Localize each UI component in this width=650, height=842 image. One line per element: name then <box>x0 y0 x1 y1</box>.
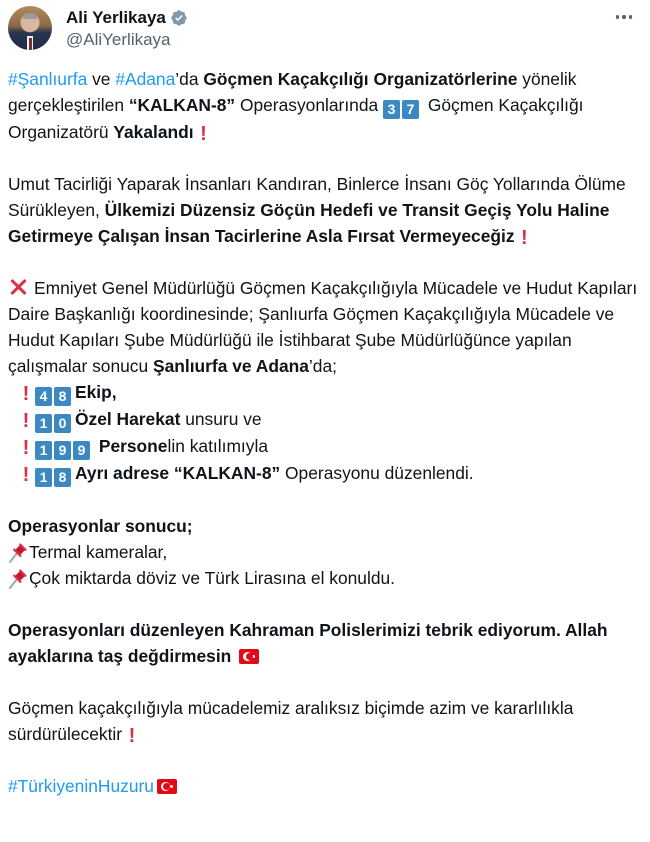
turkey-flag-icon <box>239 649 259 664</box>
bold-text: “KALKAN-8” <box>128 95 236 115</box>
text: yönelik gerçekleştirilen <box>8 69 577 115</box>
keycap-7-icon: 7 <box>402 100 419 119</box>
spacer <box>8 747 644 773</box>
verified-badge-icon <box>170 9 188 27</box>
list-item <box>8 565 644 591</box>
keycap-9-icon: 9 <box>54 441 71 460</box>
avatar-hair <box>23 13 37 19</box>
bold-text: Persone <box>98 436 168 456</box>
bold-text: Ülkemizi Düzensiz Göçün Hedefi ve Transit Geçiş Yolu Haline Getirmeye Çalışan İnsan Tacirlerine Asla Fırsat Vermeyeceğiz <box>8 200 610 246</box>
tweet-text <box>8 66 644 799</box>
text: Operasyonu düzenlendi. <box>280 463 474 483</box>
paragraph-6 <box>8 695 644 747</box>
keycap-9-icon: 9 <box>73 441 90 460</box>
keycap-1-icon: 1 <box>35 468 52 487</box>
text: ’da; <box>308 356 337 376</box>
tweet-header <box>0 0 650 56</box>
exclamation-icon: ! <box>22 437 30 459</box>
author-handle[interactable]: @AliYerlikaya <box>66 30 171 49</box>
paragraph-1 <box>8 66 644 145</box>
keycap-0-icon: 0 <box>54 414 71 433</box>
list-item <box>8 379 644 406</box>
more-options-button[interactable] <box>612 9 636 25</box>
hashtag-adana[interactable]: #Adana <box>115 69 176 89</box>
spacer <box>8 145 644 171</box>
cross-mark-icon <box>8 277 28 297</box>
text: Çok miktarda döviz ve Türk Lirasına el konuldu. <box>29 568 396 588</box>
text: Operasyonlarında <box>235 95 384 115</box>
list-item <box>8 406 644 433</box>
text: Umut Tacirliği Yaparak İnsanları Kandıran, Binlerce İnsanı Göç Yollarında Ölüme Sürükleyen, <box>8 174 626 220</box>
keycap-1-icon: 1 <box>35 414 52 433</box>
bold-text: Özel Harekat <box>75 409 181 429</box>
text: Göçmen Kaçakçılığı Organizatörü <box>8 95 584 142</box>
pushpin-icon <box>8 567 28 589</box>
list-item <box>8 433 644 460</box>
exclamation-icon: ! <box>128 725 136 747</box>
more-dot-icon <box>622 15 626 19</box>
text: unsuru ve <box>180 409 262 429</box>
text: Göçmen kaçakçılığıyla mücadelemiz aralıksız biçimde azim ve kararlılıkla sürdürülecektir <box>8 698 574 744</box>
list-item <box>8 539 644 565</box>
more-dot-icon <box>629 15 633 19</box>
hashtag-turkiyeninhuzuru[interactable]: #TürkiyeninHuzuru <box>8 776 154 796</box>
keycap-3-icon: 3 <box>383 100 400 119</box>
keycap-4-icon: 4 <box>35 387 52 406</box>
more-dot-icon <box>616 15 620 19</box>
text: ’da <box>175 69 204 89</box>
spacer <box>8 591 644 617</box>
pushpin-icon <box>8 541 28 563</box>
keycap-1-icon: 1 <box>35 441 52 460</box>
turkey-flag-icon <box>157 779 177 794</box>
list-item <box>8 460 644 487</box>
bold-text: Yakalandı <box>113 122 194 142</box>
hashtag-sanliurfa[interactable]: #Şanlıurfa <box>8 69 88 89</box>
author-name[interactable]: Ali Yerlikaya <box>66 8 166 27</box>
exclamation-icon: ! <box>22 383 30 405</box>
exclamation-icon: ! <box>22 464 30 486</box>
text: Emniyet Genel Müdürlüğü Göçmen Kaçakçılığıyla Mücadele ve Hudut Kapıları Daire Başkanlığı koordinesinde; Şanlıurfa Göçmen Kaçakçılığıyla Mücadele ve Hudut Kapıları Şube Müdürlüğü ile İstihbarat Şube Müdürlüğünce yapılan çalışmalar sonucu <box>8 278 638 376</box>
avatar[interactable] <box>8 6 52 50</box>
text: lin katılımıyla <box>167 436 268 456</box>
paragraph-3 <box>8 275 644 379</box>
exclamation-icon: ! <box>22 410 30 432</box>
paragraph-7 <box>8 773 644 799</box>
author-name-row <box>66 7 188 29</box>
bold-text: Göçmen Kaçakçılığı Organizatörlerine <box>203 69 518 89</box>
keycap-8-icon: 8 <box>54 387 71 406</box>
keycap-8-icon: 8 <box>54 468 71 487</box>
paragraph-5 <box>8 617 644 669</box>
bold-text: Operasyonları düzenleyen Kahraman Polislerimizi tebrik ediyorum. Allah ayaklarına taş değdirmesin <box>8 620 608 666</box>
text: Termal kameralar, <box>29 542 168 562</box>
bold-text: Ayrı adrese “KALKAN-8” <box>75 463 281 483</box>
bold-text: Ekip, <box>75 382 117 402</box>
spacer <box>8 249 644 275</box>
paragraph-2 <box>8 171 644 249</box>
exclamation-icon: ! <box>200 123 207 145</box>
text: ve <box>87 69 116 89</box>
results-title: Operasyonlar sonucu; <box>8 516 193 536</box>
spacer <box>8 487 644 513</box>
spacer <box>8 669 644 695</box>
bold-text: Şanlıurfa ve Adana <box>152 356 309 376</box>
avatar-tie <box>29 38 32 50</box>
exclamation-icon: ! <box>521 227 528 249</box>
